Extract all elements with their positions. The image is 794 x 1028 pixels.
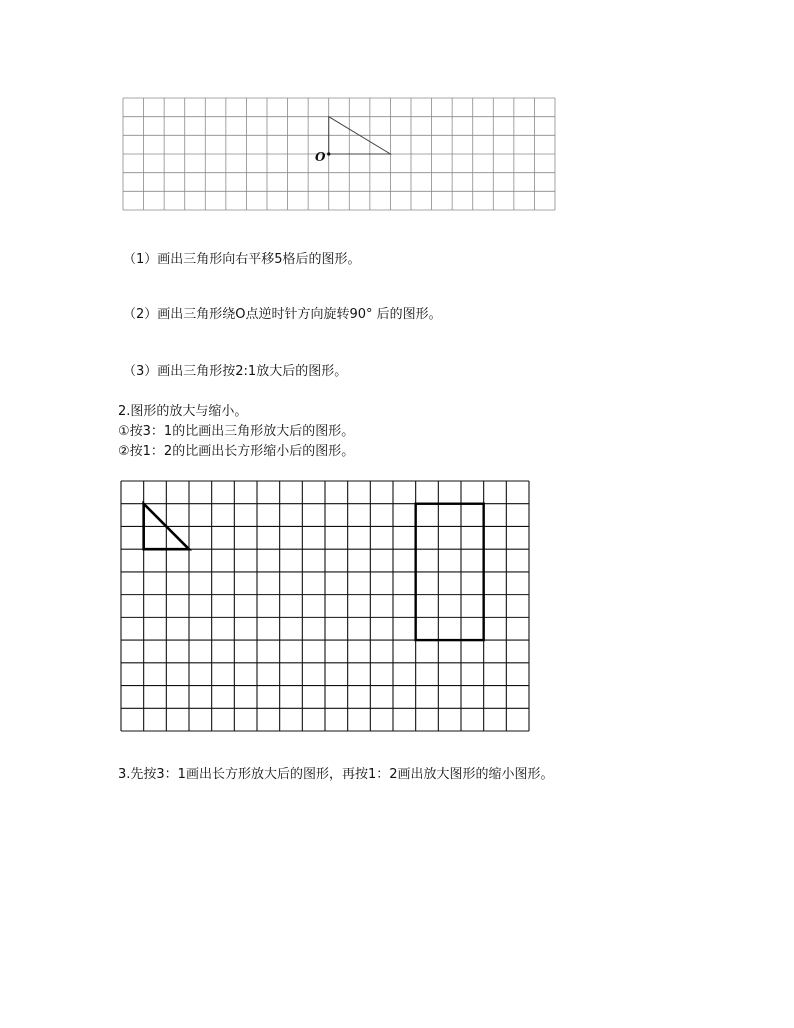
section3-text: 3.先按3：1画出长方形放大后的图形，再按1：2画出放大图形的缩小图形。 <box>118 767 554 782</box>
grid-with-triangle <box>123 98 555 210</box>
section2-item-1: ①按3：1的比画出三角形放大后的图形。 <box>118 424 355 439</box>
grid-with-triangle-and-rectangle <box>121 481 529 731</box>
question-2: （2）画出三角形绕O点逆时针方向旋转90° 后的图形。 <box>123 307 442 322</box>
question-3: （3）画出三角形按2:1放大后的图形。 <box>123 364 348 379</box>
origin-point <box>327 152 330 155</box>
question-1: （1）画出三角形向右平移5格后的图形。 <box>123 252 361 267</box>
section2-item-2: ②按1：2的比画出长方形缩小后的图形。 <box>118 444 355 459</box>
section2-title: 2.图形的放大与缩小。 <box>118 404 248 419</box>
origin-label: O <box>315 150 326 164</box>
